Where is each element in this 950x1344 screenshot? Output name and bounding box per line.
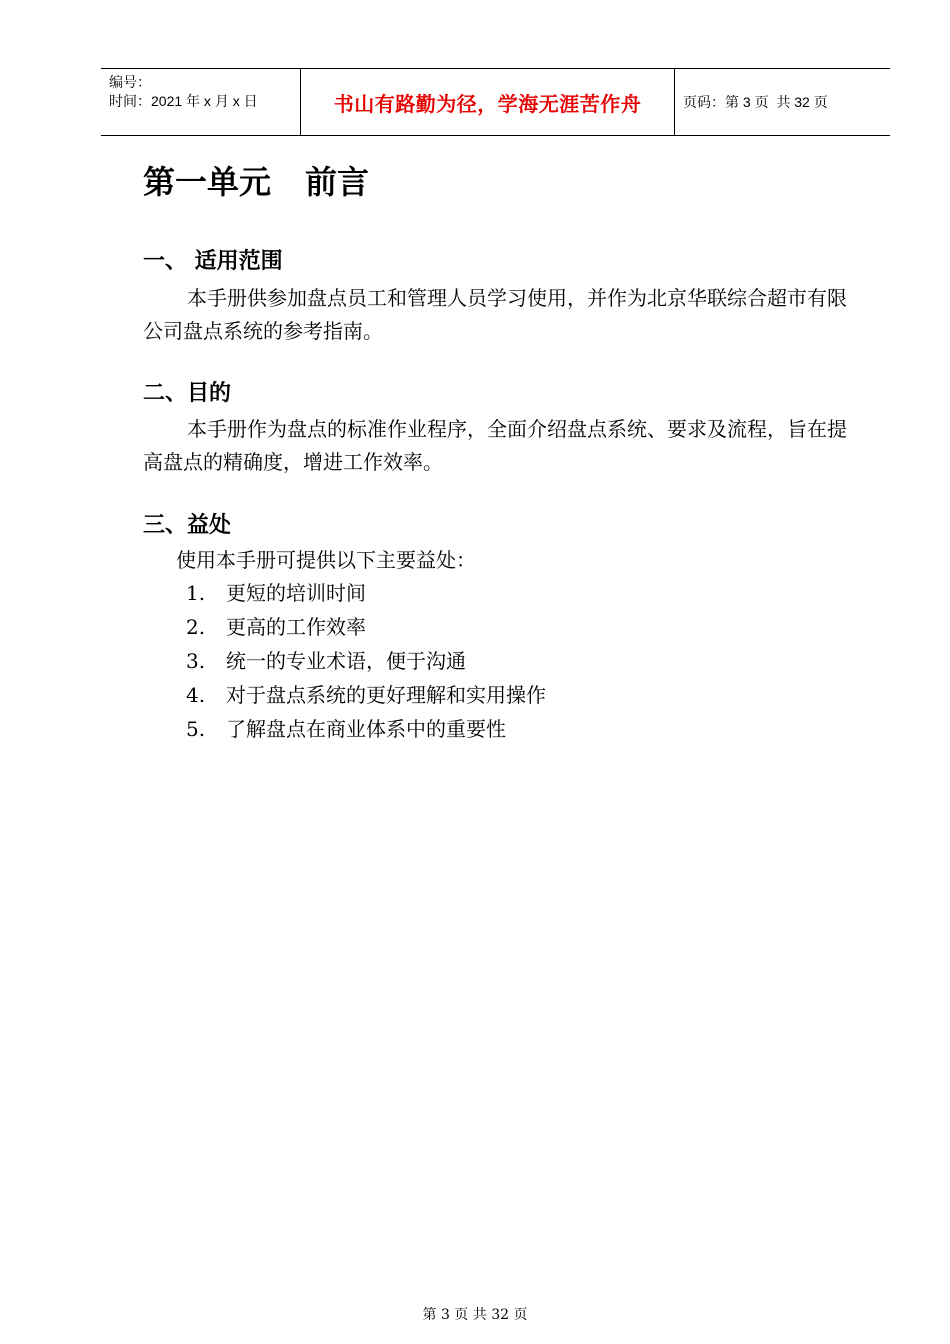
list-item	[186, 644, 546, 678]
list-item	[186, 712, 546, 746]
list-item-text: 统一的专业术语，便于沟通	[226, 649, 466, 673]
list-item-text: 对于盘点系统的更好理解和实用操作	[226, 683, 546, 707]
doc-number-label: 编号：	[109, 74, 151, 90]
benefits-intro: 使用本手册可提供以下主要益处：	[176, 548, 476, 572]
list-item-text: 更短的培训时间	[226, 581, 366, 605]
page-footer	[0, 1304, 950, 1324]
benefits-list	[186, 576, 546, 746]
section-heading-scope: 一、 适用范围	[143, 249, 283, 274]
page-info-text: 页码：第 3 页 共 32 页	[683, 94, 828, 110]
time-label: 时间：2021 年 x 月 x 日	[109, 93, 258, 109]
header-meta	[101, 69, 301, 135]
list-item-number: 4.	[186, 683, 206, 707]
list-item	[186, 576, 546, 610]
list-item	[186, 678, 546, 712]
footer-page-number: 第 3 页 共 32 页	[422, 1307, 528, 1323]
header-motto: 书山有路勤为径，学海无涯苦作舟	[301, 69, 675, 135]
header-page-info	[675, 69, 890, 135]
list-item	[186, 610, 546, 644]
unit-title	[143, 160, 369, 204]
list-item-number: 3.	[186, 649, 206, 673]
section-heading-benefits: 三、益处	[143, 513, 232, 538]
list-item-text: 更高的工作效率	[226, 615, 366, 639]
list-item-text: 了解盘点在商业体系中的重要性	[226, 717, 506, 741]
list-item-number: 2.	[186, 615, 206, 639]
page-header	[101, 68, 890, 136]
section-body-purpose: 本手册作为盘点的标准作业程序，全面介绍盘点系统、要求及流程，旨在提高盘点的精确度，增进工作效率。	[143, 417, 847, 474]
list-item-number: 1.	[186, 581, 206, 605]
section-heading-purpose: 二、目的	[143, 381, 232, 406]
unit-name: 前言	[305, 163, 370, 201]
list-item-number: 5.	[186, 717, 206, 741]
section-body-scope: 本手册供参加盘点员工和管理人员学习使用，并作为北京华联综合超市有限公司盘点系统的参考指南。	[143, 286, 847, 343]
unit-label: 第一单元	[143, 163, 272, 201]
